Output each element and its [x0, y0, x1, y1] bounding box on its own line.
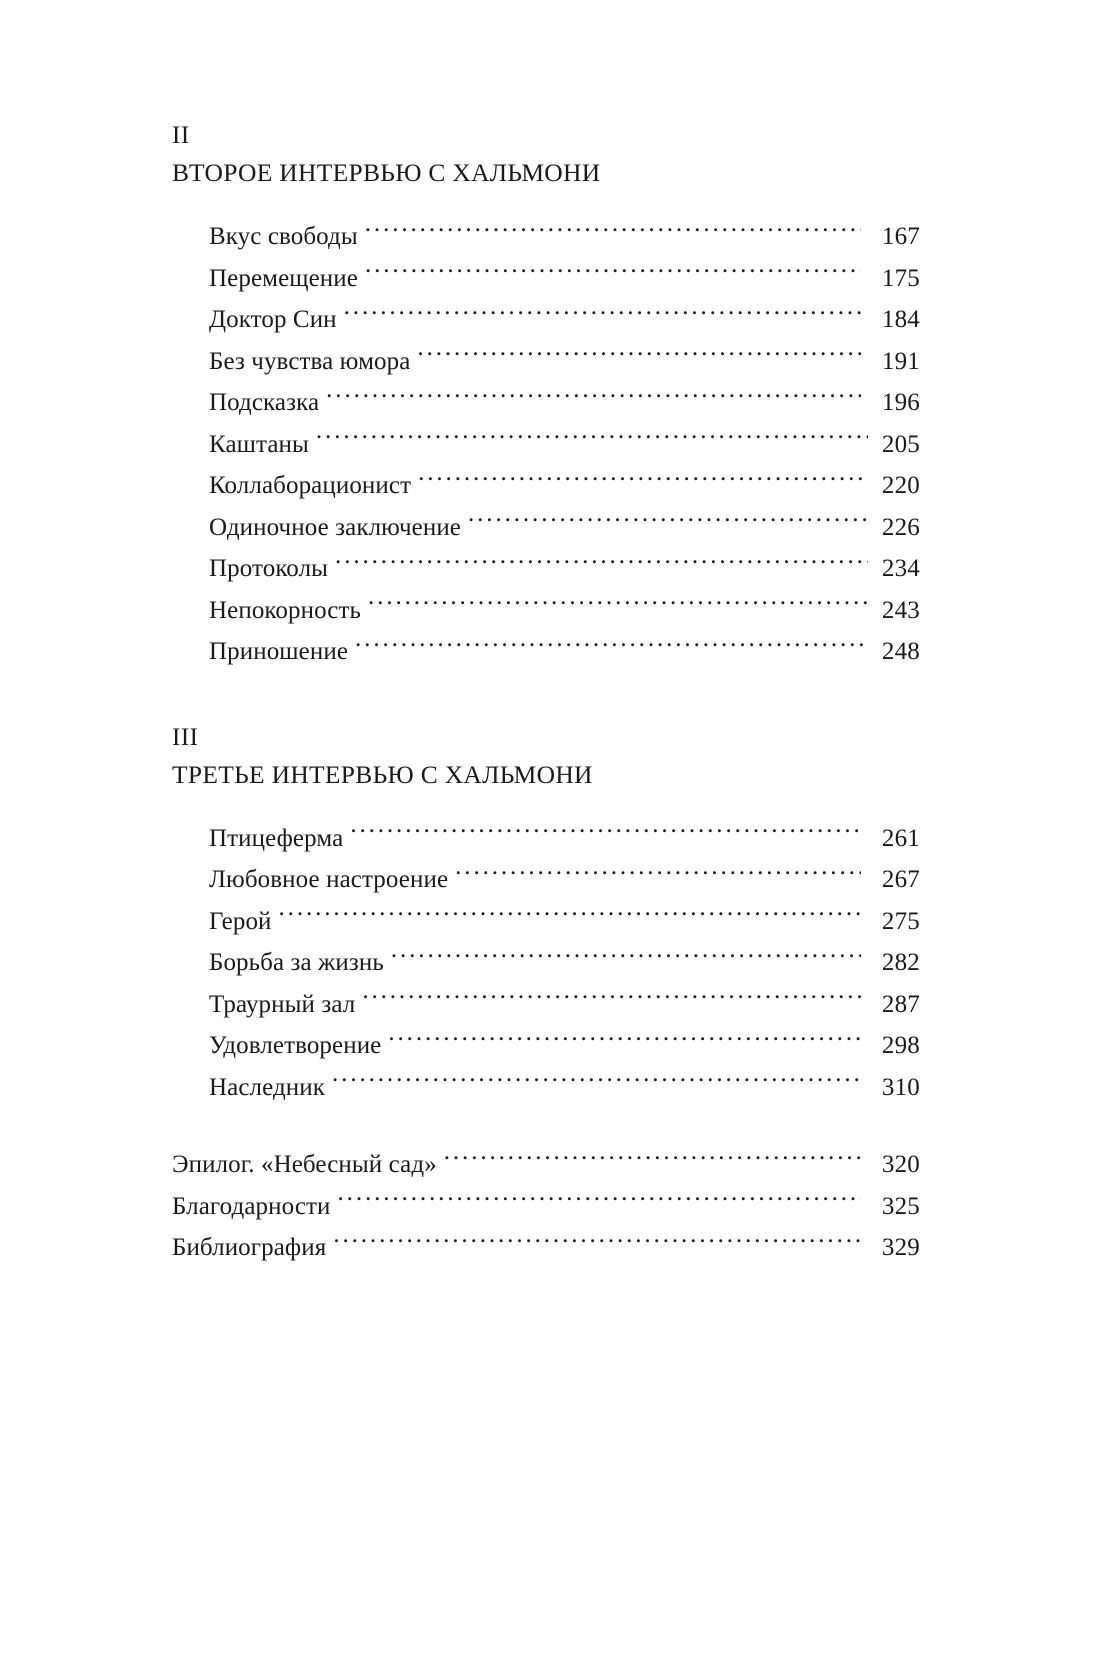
entry-page-number: 298 — [881, 1032, 920, 1059]
entry-title: Коллаборационист — [209, 472, 412, 499]
toc-entry[interactable] — [209, 984, 920, 1026]
toc-entry[interactable] — [172, 1227, 920, 1269]
entry-page-number: 220 — [881, 472, 920, 499]
dot-leader — [365, 219, 861, 244]
spacer — [172, 192, 920, 216]
toc-entry[interactable] — [209, 341, 920, 383]
entry-title: Удовлетворение — [209, 1032, 382, 1059]
toc-entry[interactable] — [209, 818, 920, 860]
dot-leader — [350, 821, 861, 846]
toc-entry[interactable] — [209, 299, 920, 341]
dot-leader — [417, 344, 861, 369]
dot-leader — [326, 385, 861, 410]
dot-leader — [333, 1230, 861, 1255]
toc-entry[interactable] — [209, 465, 920, 507]
entry-page-number: 226 — [881, 513, 920, 541]
section-block-2 — [172, 118, 920, 673]
toc-entry[interactable] — [209, 859, 920, 901]
dot-leader — [444, 1147, 861, 1172]
entry-title: Одиночное заключение — [209, 513, 461, 541]
dot-leader — [455, 862, 861, 887]
toc-entry[interactable] — [209, 631, 920, 673]
entry-page-number: 287 — [881, 990, 920, 1018]
entry-title: Эпилог. «Небесный сад» — [172, 1151, 437, 1178]
toc-entry[interactable] — [172, 1144, 920, 1186]
entry-list-back-matter — [172, 1144, 920, 1269]
entry-page-number: 325 — [881, 1192, 920, 1220]
toc-entry[interactable] — [209, 942, 920, 984]
entry-title: Траурный зал — [209, 990, 356, 1018]
dot-leader — [344, 302, 861, 327]
spacer — [172, 673, 920, 720]
entry-list-section-2 — [172, 216, 920, 673]
entry-page-number: 234 — [881, 555, 920, 582]
entry-title: Каштаны — [209, 430, 309, 458]
entry-title: Вкус свободы — [209, 223, 358, 250]
toc-entry[interactable] — [209, 1025, 920, 1067]
section-heading-3 — [172, 720, 920, 794]
toc-entry[interactable] — [209, 548, 920, 590]
entry-title: Доктор Син — [209, 306, 337, 333]
section-numeral-3: III — [172, 723, 199, 751]
section-block-3 — [172, 720, 920, 1109]
entry-title: Герой — [209, 907, 272, 935]
dot-leader — [338, 1189, 861, 1214]
entry-title: Борьба за жизнь — [209, 949, 384, 976]
entry-title: Перемещение — [209, 264, 358, 292]
dot-leader — [365, 261, 861, 286]
spacer — [172, 1108, 920, 1144]
toc-entry[interactable] — [209, 507, 920, 549]
entry-page-number: 175 — [881, 264, 920, 292]
dot-leader — [368, 593, 868, 618]
toc-content — [172, 118, 920, 1269]
dot-leader — [279, 904, 861, 929]
entry-title: Приношение — [209, 638, 349, 665]
entry-title: Наследник — [209, 1073, 326, 1101]
toc-entry[interactable] — [209, 382, 920, 424]
dot-leader — [316, 427, 868, 452]
spacer — [172, 794, 920, 818]
dot-leader — [355, 634, 868, 659]
toc-entry[interactable] — [209, 901, 920, 943]
entry-title: Любовное настроение — [209, 866, 449, 893]
section-title-2: ВТОРОЕ ИНТЕРВЬЮ С ХАЛЬМОНИ — [172, 158, 601, 187]
dot-leader — [468, 510, 868, 535]
entry-page-number: 191 — [881, 347, 920, 375]
entry-title: Благодарности — [172, 1192, 331, 1220]
entry-page-number: 267 — [881, 866, 920, 893]
toc-entry[interactable] — [209, 424, 920, 466]
section-title-3: ТРЕТЬЕ ИНТЕРВЬЮ С ХАЛЬМОНИ — [172, 759, 593, 789]
entry-page-number: 261 — [881, 824, 920, 852]
entry-page-number: 310 — [881, 1073, 920, 1101]
section-numeral-2: II — [172, 122, 190, 149]
entry-page-number: 248 — [881, 638, 920, 665]
entry-page-number: 329 — [881, 1234, 920, 1261]
entry-page-number: 275 — [881, 907, 920, 935]
toc-entry[interactable] — [209, 216, 920, 258]
dot-leader — [335, 551, 868, 576]
toc-entry[interactable] — [209, 258, 920, 300]
entry-page-number: 167 — [881, 223, 920, 250]
section-heading-2 — [172, 118, 920, 192]
entry-title: Подсказка — [209, 389, 320, 416]
entry-page-number: 320 — [881, 1151, 920, 1178]
entry-page-number: 196 — [881, 389, 920, 416]
entry-title: Библиография — [172, 1234, 327, 1261]
toc-entry[interactable] — [209, 590, 920, 632]
entry-page-number: 205 — [881, 430, 920, 458]
entry-title: Протоколы — [209, 555, 329, 582]
entry-title: Непокорность — [209, 596, 362, 624]
entry-list-section-3 — [172, 818, 920, 1109]
dot-leader — [418, 468, 868, 493]
entry-page-number: 243 — [881, 596, 920, 624]
dot-leader — [362, 987, 861, 1012]
entry-title: Птицеферма — [209, 824, 344, 852]
dot-leader — [388, 1028, 861, 1053]
toc-entry[interactable] — [209, 1067, 920, 1109]
toc-entry[interactable] — [172, 1186, 920, 1228]
dot-leader — [391, 945, 861, 970]
entry-title: Без чувства юмора — [209, 347, 411, 375]
dot-leader — [332, 1070, 861, 1095]
entry-page-number: 282 — [881, 949, 920, 976]
entry-page-number: 184 — [881, 306, 920, 333]
